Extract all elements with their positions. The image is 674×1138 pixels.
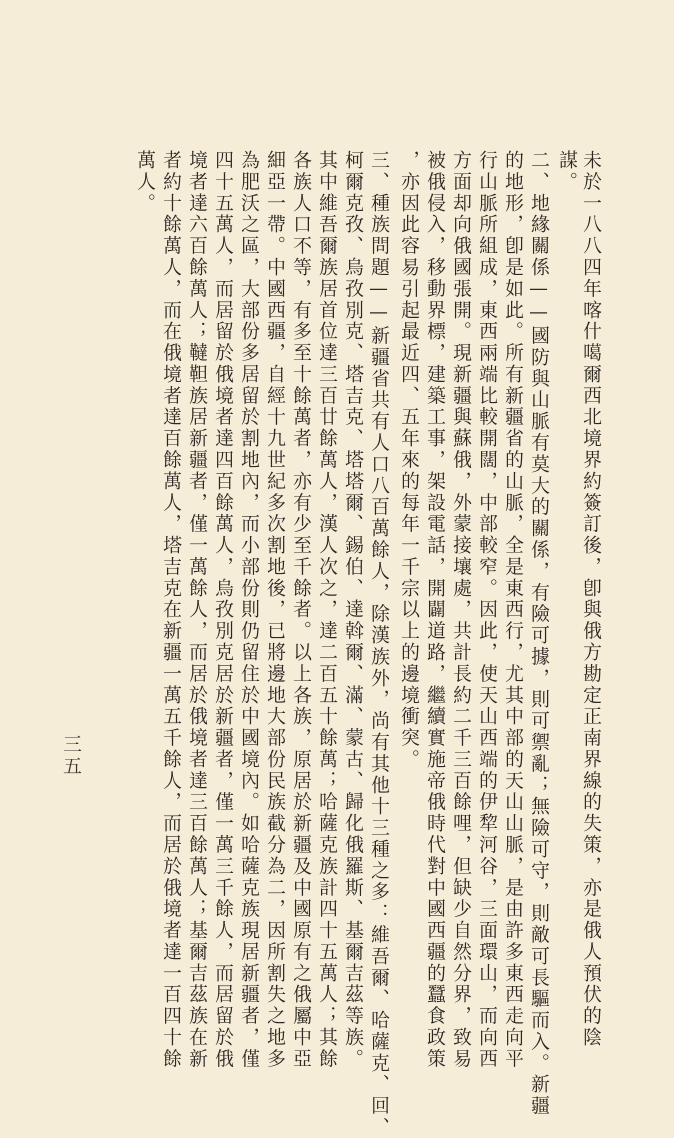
text-column-3: 二、地緣關係——國防與山脈有莫大的關係，有險可據，則可禦亂；無險可守，則敵可長驅而入。新疆 (528, 150, 549, 1117)
text-column-1: 未於一八八四年喀什噶爾西北境界約簽訂後，卽與俄方勘定正南界線的失策，亦是俄人預伏的陰 (580, 150, 601, 1049)
text-column-13: 細亞一帶。中國西疆，自經十九世紀多次割地後，已將邊地大部份民族截分為二，因所割失之地多 (264, 150, 285, 1070)
text-column-2: 謀。 (556, 150, 577, 193)
text-column-7: 被俄侵入，移動界標，建築工事，架設電話，開闢道路，繼續實施帝俄時代對中國西疆的蠶食政策 (424, 150, 445, 1070)
text-column-6: 方面却向俄國張開。現新疆與蘇俄，外蒙接壤處，共計長約二千三百餘哩，但缺少自然分界，致易 (450, 150, 471, 1070)
text-column-18: 萬人。 (134, 150, 155, 215)
page-number: 三五 (60, 734, 82, 778)
text-column-16: 境者達六百餘萬人；韃靼族居新疆者，僅一萬餘人，而居於俄境者達三百餘萬人；基爾吉茲族在新 (186, 150, 207, 1070)
text-column-10: 柯爾克孜、烏孜別克、塔吉克、塔塔爾、錫伯、達斡爾、滿、蒙古、歸化俄羅斯、基爾吉茲等族。 (342, 150, 363, 1070)
text-column-15: 四十五萬人，而居留於俄境者達四百餘萬人，烏孜別克居於新疆者，僅一萬三千餘人，而居留於俄 (212, 150, 233, 1070)
text-column-8: ，亦因此容易引起最近四、五年來的每年一千宗以上的邊境衝突。 (398, 150, 419, 771)
text-column-12: 各族人口不等，有多至十餘萬者，亦有少至千餘者。以上各族，原居於新疆及中國原有之俄屬中亞 (290, 150, 311, 1070)
text-column-4: 的地形，卽是如此。所有新疆省的山脈，全是東西行，尤其中部的天山山脈，是由許多東西走向平 (502, 150, 523, 1070)
text-column-5: 行山脈所組成，東西兩端比較開闊，中部較窄。因此，使天山西端的伊犂河谷，三面環山，而向西 (476, 150, 497, 1070)
text-column-14: 為肥沃之區，大部份多居留於割地內，而小部份則仍留住於中國境內。如哈薩克族現居新疆者，僅 (238, 150, 259, 1070)
text-column-11: 其中維吾爾族居首位達三百廿餘萬人，漢人次之，達二百五十餘萬；哈薩克族計四十五萬人；其餘 (316, 150, 337, 1070)
text-column-17: 者約十餘萬人，而在俄境者達百餘萬人，塔吉克在新疆一萬五千餘人，而居於俄境者達一百四十餘 (160, 150, 181, 1070)
text-column-9: 三、種族問題——新疆省共有人口八百萬餘人，除漢族外，尚有其他十三種之多：維吾爾、哈薩克、回、 (368, 150, 389, 1138)
